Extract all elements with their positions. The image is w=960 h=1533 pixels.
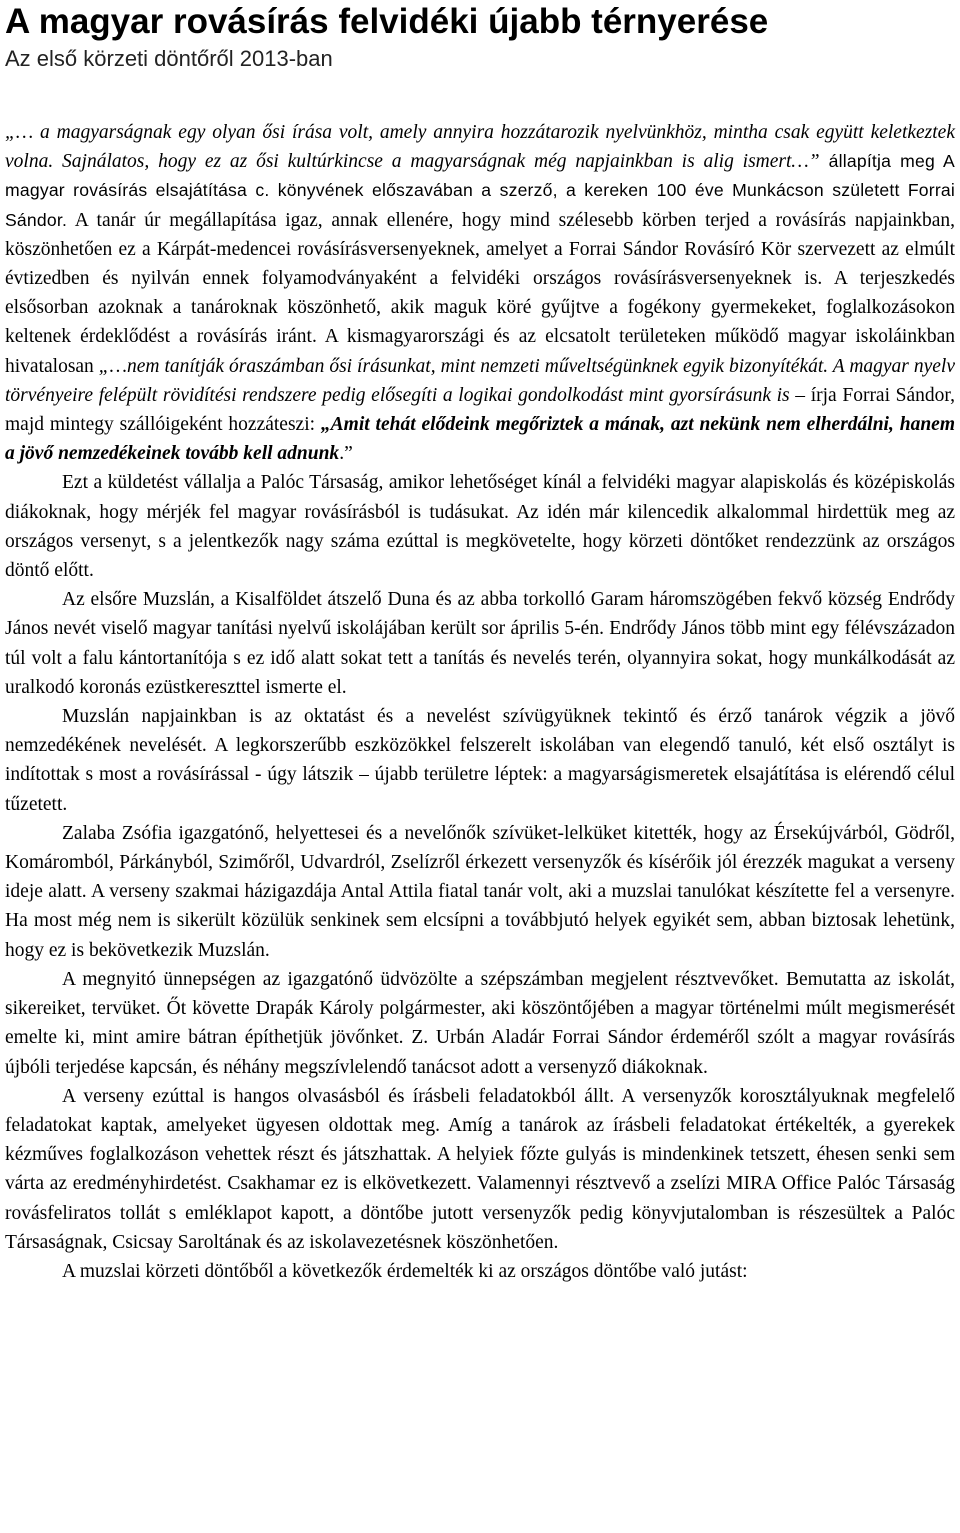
opening-quote: „… a magyarságnak egy olyan ősi írása volt, amely annyira hozzátarozik nyelvünkhöz, mintha csak együtt keletkeztek volna. Sajnálatos, hogy ez az ősi kultúrkincse a magyarságnak még napjainkban is alig ismert…” (5, 122, 955, 173)
quote-close: .” (339, 443, 353, 465)
article-subtitle: Az első körzeti döntőről 2013-ban (5, 46, 333, 71)
paragraph: Zalaba Zsófia igazgatónő, helyettesei és a nevelőnők szívüket-lelküket kitették, hogy az Érsekújvárból, Gödről, Komáromból, Párkányból, Szimőről, Udvardról, Zselízről érkezett versenyzők és kísérőik jól érezzék magukat a verseny ideje alatt. A verseny szakmai házigazdája Antal Attila fiatal tanár volt, aki a muzslai tanulókat készítette fel a versenyre. Ha most még nem is sikerült közülük senkinek sem elcsípni a továbbjutó helyek egyikét sem, abban biztosak lehetünk, hogy ez is bekövetkezik Muzslán. (5, 822, 955, 961)
paragraph: Az elsőre Muzslán, a Kisalföldet átszelő Duna és az abba torkolló Garam háromszögében fekvő község Endrődy János nevét viselő magyar tanítási nyelvű iskolájában került sor április 5-én. Endrődy János több mint egy félévszázadon túl volt a falu kántortanítója s ez idő alatt sokat tett a tanítás és nevelés terén, olyannyira sokat, hogy munkálkodását az uralkodó koronás ezüstkereszttel ismerte el. (5, 589, 955, 698)
document-page (5, 0, 955, 1286)
paragraph-intro (5, 118, 955, 468)
forrai-quote: „…nem tanítják óraszámban ősi írásunkat, mint nemzeti műveltségünknek egyik bizonyítékát. A magyar nyelv törvényeire felépült rövidítési rendszere pedig elősegíti a logikai gondolkodást mint gyorsírásunk is (5, 355, 955, 406)
motto-quote: „Amit tehát elődeink megőriztek a mának, azt nekünk nem elherdálni, hanem a jövő nemzedékeinek tovább kell adnunk (5, 414, 955, 465)
intro-text: állapítja meg A magyar rovásírás elsajátítása c. könyvének előszavában a szerző, a kereken 100 éve Munkácson született Forrai Sándor. (5, 151, 955, 230)
article-title: A magyar rovásírás felvidéki újabb térnyerése (5, 2, 769, 41)
paragraph: A megnyitó ünnepségen az igazgatónő üdvözölte a szépszámban megjelent résztvevőket. Bemutatta az iskolát, sikereiket, tervüket. Őt követte Drapák Károly polgármester, aki köszöntőjében a magyar történelmi múlt megismerését emelte ki, mint amire bátran építhetjük jövőnket. Z. Urbán Aladár Forrai Sándor érdeméről szólt a magyar rovásírás újbóli terjedése kapcsán, és néhány megszívlelendő tanácsot adott a versenyző diákoknak. (5, 968, 955, 1078)
paragraph: A muzslai körzeti döntőből a következők érdemelték ki az országos döntőbe való jutást: (62, 1260, 748, 1282)
paragraph-text: – írja Forrai Sándor, majd mintegy szállóigeként hozzáteszi: (5, 384, 955, 436)
paragraph: Muzslán napjainkban is az oktatást és a nevelést szívügyüknek tekintő és érző tanárok végzik a jövő nemzedékének nevelését. A legkorszerűbb eszközökkel felszerelt iskolában van elegendő tanuló, két első osztályt is indítottak s most a rovásírással - úgy látszik – újabb területre léptek: a magyarságismeretek elsajátítása is elérendő célul tűzetett. (5, 706, 955, 815)
article-body (5, 118, 955, 1286)
paragraph-text: A tanár úr megállapítása igaz, annak ellenére, hogy mind szélesebb körben terjed a rovásírás napjainkban, köszönhetően ez a Kárpát-medencei rovásírásversenyeknek, amelyet a Forrai Sándor Rovásíró Kör szervezett az elmúlt évtizedben és nyilván ennek folyamodványaként a felvidéki országos rovásírásversenyeknek is. A terjeszkedés elsősorban azoknak a tanároknak köszönhető, akik maguk köré gyűjtve a fogékony gyermekeket, foglalkozásokon keltenek érdeklődést a rovásírás iránt. A kismagyarországi és az elcsatolt területeken működő magyar iskoláinkban hivatalosan (5, 209, 955, 377)
paragraph: Ezt a küldetést vállalja a Palóc Társaság, amikor lehetőséget kínál a felvidéki magyar alapiskolás és középiskolás diákoknak, hogy mérjék fel magyar rovásírásból is tudásukat. Az idén már kilencedik alkalommal hirdettük meg az országos versenyt, s a jelentkezők nagy száma ezúttal is megkövetelte, hogy körzeti döntőket rendezzünk az országos döntő előtt. (5, 472, 955, 582)
paragraph: A verseny ezúttal is hangos olvasásból és írásbeli feladatokból állt. A versenyzők korosztályuknak megfelelő feladatokat kaptak, amelyeket ügyesen oldottak meg. Amíg a tanárok az írásbeli feladatokat értékelték, a gyerekek kézműves foglalkozáson vehettek részt és játszhattak. A helyiek főzte gulyás is mindenkinek tetszett, éhesen senki sem várta az eredményhirdetést. Csakhamar ez is elkövetkezett. Valamennyi résztvevő a zselízi MIRA Office Palóc Társaság rovásfeliratos tollát s emléklapot kapott, a döntőbe jutott versenyzők pedig könyvjutalomban is részesültek a Palóc Társaságnak, Csicsay Saroltának és az iskolavezetésnek köszönhetően. (5, 1085, 955, 1253)
